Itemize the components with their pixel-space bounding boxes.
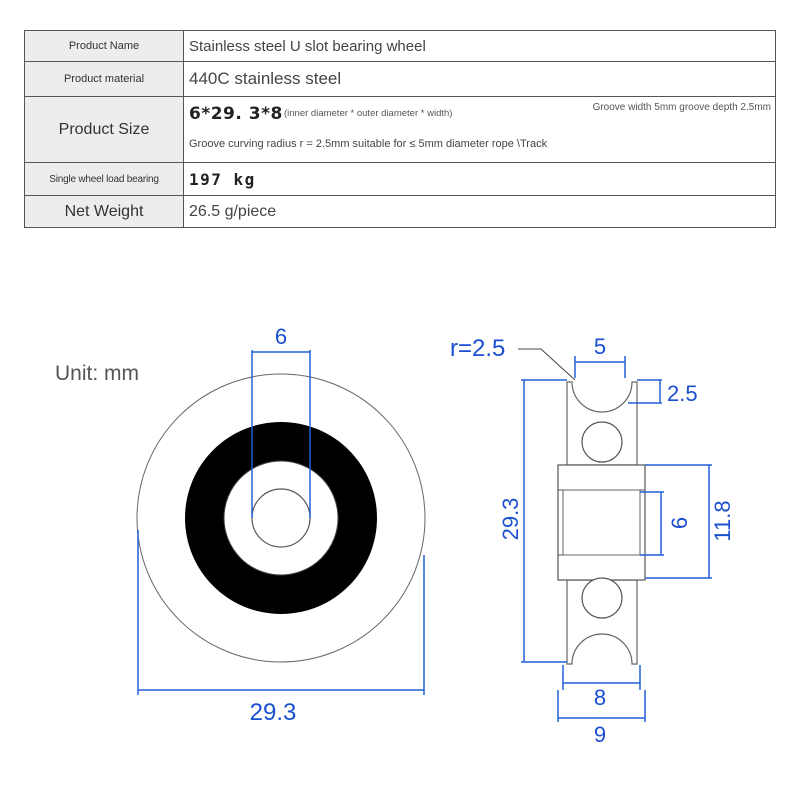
groove-radius-label: r=2.5 (450, 335, 506, 362)
product-name-label: Product Name (25, 31, 184, 62)
bore-hole (252, 489, 310, 547)
product-size-note: (inner diameter * outer diameter * width) (284, 108, 453, 119)
net-weight-value: 26.5 g/piece (184, 196, 776, 228)
product-material-value: 440C stainless steel (184, 62, 776, 97)
load-bearing-label: Single wheel load bearing (25, 163, 184, 196)
groove-width-label: 5 (593, 334, 607, 359)
groove-depth-label: 2.5 (667, 381, 698, 406)
bore-side-label: 6 (667, 516, 692, 530)
unit-label: Unit: mm (55, 362, 139, 385)
product-size-label: Product Size (25, 97, 184, 163)
front-view (137, 324, 425, 726)
bore-dim-label: 6 (274, 324, 288, 349)
ball-top (582, 422, 622, 462)
product-name-value: Stainless steel U slot bearing wheel (184, 31, 776, 62)
side-view (450, 334, 735, 747)
groove-spec: Groove width 5mm groove depth 2.5mm (592, 102, 771, 113)
load-bearing-value: 197 kg (184, 163, 776, 196)
net-weight-label: Net Weight (25, 196, 184, 228)
hub-inner (563, 490, 640, 555)
od-dim-label: 29.3 (498, 497, 523, 541)
ball-bottom (582, 578, 622, 618)
product-size-value: 6*29. 3*8 (189, 104, 283, 124)
hub-height-label: 11.8 (710, 500, 735, 542)
hub-width-label: 8 (593, 685, 607, 710)
total-width-label: 9 (593, 722, 607, 747)
groove-radius-note: Groove curving radius r = 2.5mm suitable for ≤ 5mm diameter rope \Track (189, 138, 548, 150)
outer-dim-label: 29.3 (249, 699, 297, 726)
radius-leader (518, 349, 575, 380)
product-material-label: Product material (25, 62, 184, 97)
